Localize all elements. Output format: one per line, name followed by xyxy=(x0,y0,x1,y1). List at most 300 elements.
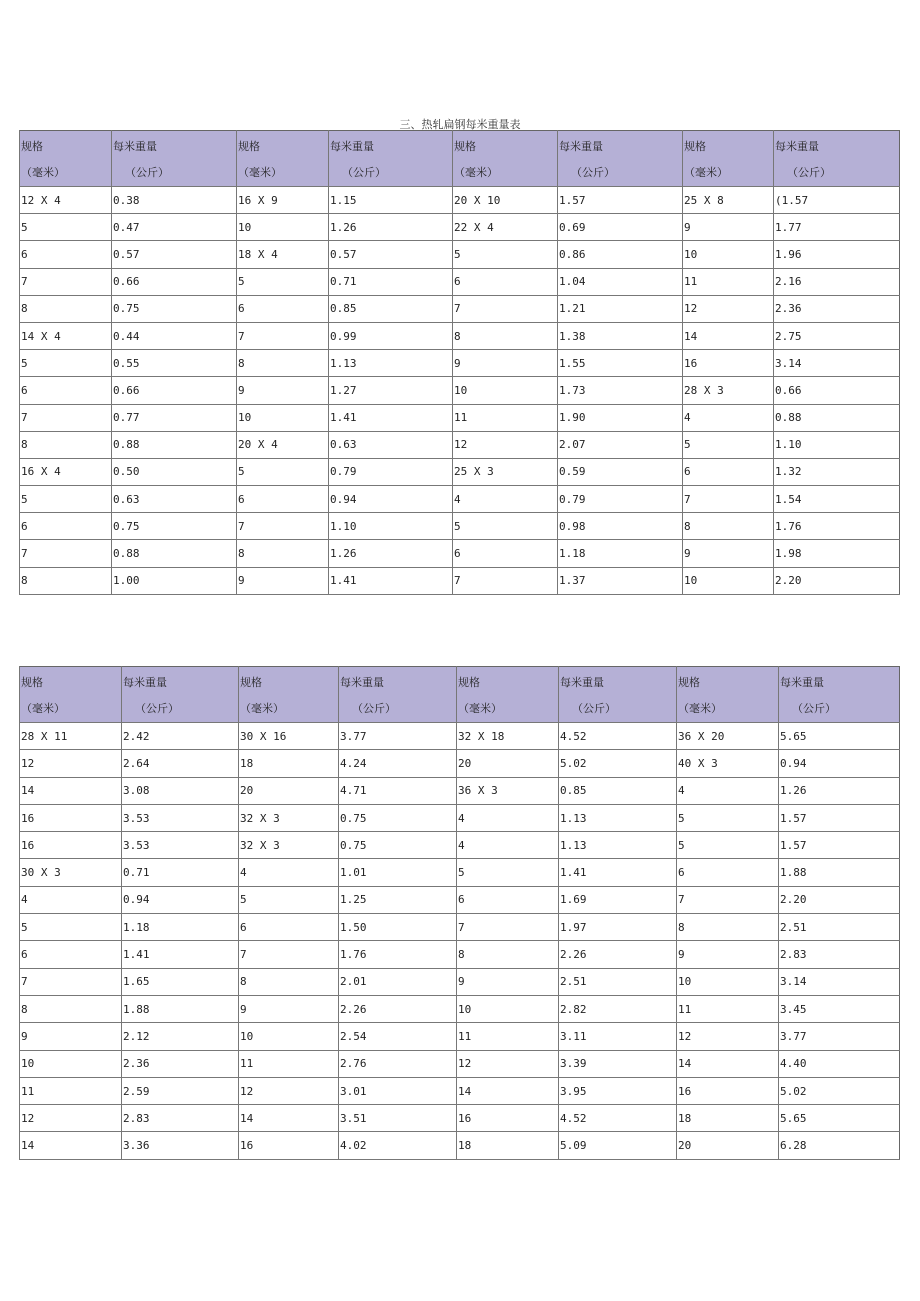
spec-cell: 4 xyxy=(453,486,558,513)
weight-cell: 1.65 xyxy=(122,968,239,995)
spec-cell: 11 xyxy=(677,995,779,1022)
header-spec-label: 规格 xyxy=(454,140,476,153)
spec-cell: 9 xyxy=(237,567,329,594)
header-weight-unit: （公斤） xyxy=(125,166,169,179)
table-row xyxy=(20,750,900,777)
spec-cell: 12 xyxy=(683,295,774,322)
weight-cell: 3.39 xyxy=(559,1050,677,1077)
weight-cell: 2.51 xyxy=(559,968,677,995)
spec-cell: 32 X 18 xyxy=(457,723,559,750)
spec-cell: 7 xyxy=(683,486,774,513)
spec-cell: 36 X 3 xyxy=(457,777,559,804)
table-row xyxy=(20,486,900,513)
spec-cell: 6 xyxy=(20,941,122,968)
weight-cell: 3.14 xyxy=(774,350,900,377)
table-row xyxy=(20,1105,900,1132)
spec-cell: 20 X 10 xyxy=(453,187,558,214)
weight-cell: 5.65 xyxy=(779,723,900,750)
spec-cell: 9 xyxy=(683,540,774,567)
weight-cell: 4.24 xyxy=(339,750,457,777)
spec-cell: 8 xyxy=(20,567,112,594)
header-spec xyxy=(237,131,329,187)
weight-cell: 2.26 xyxy=(339,995,457,1022)
table-row xyxy=(20,832,900,859)
header-spec-label: 规格 xyxy=(684,140,706,153)
weight-cell: 2.75 xyxy=(774,322,900,349)
header-weight-label: 每米重量 xyxy=(560,676,604,689)
weight-cell: 4.52 xyxy=(559,1105,677,1132)
spec-cell: 11 xyxy=(457,1023,559,1050)
spec-cell: 18 X 4 xyxy=(237,241,329,268)
table-row xyxy=(20,1132,900,1159)
weight-cell: 1.10 xyxy=(774,431,900,458)
header-weight-label: 每米重量 xyxy=(775,140,819,153)
weight-cell: 3.53 xyxy=(122,804,239,831)
spec-cell: 8 xyxy=(20,995,122,1022)
table-header-row xyxy=(20,131,900,187)
spec-cell: 20 X 4 xyxy=(237,431,329,458)
table-row xyxy=(20,540,900,567)
weight-cell: 2.54 xyxy=(339,1023,457,1050)
weight-cell: 0.86 xyxy=(558,241,683,268)
weight-cell: 1.69 xyxy=(559,886,677,913)
weight-table-2 xyxy=(19,666,900,1160)
header-spec xyxy=(20,131,112,187)
header-spec-label: 规格 xyxy=(238,140,260,153)
header-spec-label: 规格 xyxy=(21,676,43,689)
spec-cell: 6 xyxy=(457,886,559,913)
weight-cell: 1.54 xyxy=(774,486,900,513)
weight-cell: 1.26 xyxy=(329,540,453,567)
page-title: 三、热轧扁钢每米重量表 xyxy=(399,118,521,131)
weight-cell: 5.02 xyxy=(559,750,677,777)
weight-cell: 0.98 xyxy=(558,513,683,540)
table-row xyxy=(20,513,900,540)
weight-cell: 2.76 xyxy=(339,1050,457,1077)
table-row xyxy=(20,914,900,941)
spec-cell: 4 xyxy=(677,777,779,804)
weight-cell: 3.51 xyxy=(339,1105,457,1132)
weight-cell: 0.75 xyxy=(112,295,237,322)
header-spec xyxy=(453,131,558,187)
weight-cell: 1.25 xyxy=(339,886,457,913)
spec-cell: 8 xyxy=(237,540,329,567)
weight-cell: 0.94 xyxy=(329,486,453,513)
table-row xyxy=(20,886,900,913)
weight-cell: 3.14 xyxy=(779,968,900,995)
weight-cell: 1.90 xyxy=(558,404,683,431)
spec-cell: 30 X 3 xyxy=(20,859,122,886)
weight-cell: 0.99 xyxy=(329,322,453,349)
spec-cell: 11 xyxy=(20,1077,122,1104)
spec-cell: 11 xyxy=(683,268,774,295)
weight-cell: 1.55 xyxy=(558,350,683,377)
weight-table-1 xyxy=(19,130,900,595)
table-row xyxy=(20,431,900,458)
weight-cell: 1.76 xyxy=(339,941,457,968)
weight-cell: 2.36 xyxy=(774,295,900,322)
weight-cell: 0.59 xyxy=(558,458,683,485)
spec-cell: 16 X 4 xyxy=(20,458,112,485)
weight-cell: 2.36 xyxy=(122,1050,239,1077)
weight-cell: 0.94 xyxy=(122,886,239,913)
spec-cell: 5 xyxy=(237,268,329,295)
spec-cell: 6 xyxy=(677,859,779,886)
spec-cell: 16 xyxy=(683,350,774,377)
header-weight-unit: （公斤） xyxy=(352,702,396,715)
spec-cell: 8 xyxy=(683,513,774,540)
weight-cell: 2.12 xyxy=(122,1023,239,1050)
spec-cell: 10 xyxy=(453,377,558,404)
spec-cell: 9 xyxy=(239,995,339,1022)
header-spec-unit: （毫米） xyxy=(240,702,284,715)
weight-cell: 4.02 xyxy=(339,1132,457,1159)
spec-cell: 11 xyxy=(453,404,558,431)
spec-cell: 30 X 16 xyxy=(239,723,339,750)
header-spec-unit: （毫米） xyxy=(21,702,65,715)
weight-cell: 3.77 xyxy=(779,1023,900,1050)
table-header-row xyxy=(20,667,900,723)
spec-cell: 6 xyxy=(20,377,112,404)
spec-cell: 7 xyxy=(20,968,122,995)
weight-cell: 4.52 xyxy=(559,723,677,750)
header-spec-unit: （毫米） xyxy=(454,166,498,179)
weight-cell: 2.42 xyxy=(122,723,239,750)
table-row xyxy=(20,1023,900,1050)
spec-cell: 7 xyxy=(237,513,329,540)
spec-cell: 12 xyxy=(20,1105,122,1132)
table-row xyxy=(20,214,900,241)
weight-cell: 3.11 xyxy=(559,1023,677,1050)
weight-cell: 2.51 xyxy=(779,914,900,941)
spec-cell: 14 xyxy=(677,1050,779,1077)
table-row xyxy=(20,268,900,295)
header-weight xyxy=(122,667,239,723)
weight-cell: 2.83 xyxy=(122,1105,239,1132)
weight-cell: 2.26 xyxy=(559,941,677,968)
weight-cell: 1.10 xyxy=(329,513,453,540)
spec-cell: 4 xyxy=(239,859,339,886)
weight-cell: 3.45 xyxy=(779,995,900,1022)
spec-cell: 14 xyxy=(683,322,774,349)
spec-cell: 25 X 3 xyxy=(453,458,558,485)
spec-cell: 5 xyxy=(677,832,779,859)
table-row xyxy=(20,404,900,431)
weight-cell: 0.79 xyxy=(558,486,683,513)
spec-cell: 5 xyxy=(20,486,112,513)
spec-cell: 5 xyxy=(453,513,558,540)
spec-cell: 10 xyxy=(239,1023,339,1050)
spec-cell: 4 xyxy=(457,832,559,859)
weight-cell: 5.09 xyxy=(559,1132,677,1159)
header-weight xyxy=(559,667,677,723)
header-spec-unit: （毫米） xyxy=(238,166,282,179)
spec-cell: 9 xyxy=(20,1023,122,1050)
spec-cell: 10 xyxy=(683,241,774,268)
header-spec xyxy=(677,667,779,723)
spec-cell: 7 xyxy=(20,540,112,567)
spec-cell: 6 xyxy=(237,295,329,322)
weight-cell: (1.57 xyxy=(774,187,900,214)
spec-cell: 4 xyxy=(457,804,559,831)
weight-cell: 0.69 xyxy=(558,214,683,241)
spec-cell: 10 xyxy=(237,404,329,431)
spec-cell: 36 X 20 xyxy=(677,723,779,750)
weight-cell: 1.13 xyxy=(559,832,677,859)
weight-cell: 2.07 xyxy=(558,431,683,458)
spec-cell: 9 xyxy=(677,941,779,968)
spec-cell: 8 xyxy=(453,322,558,349)
weight-cell: 0.38 xyxy=(112,187,237,214)
table-row xyxy=(20,723,900,750)
weight-cell: 0.50 xyxy=(112,458,237,485)
header-spec-label: 规格 xyxy=(458,676,480,689)
header-spec-unit: （毫米） xyxy=(21,166,65,179)
spec-cell: 5 xyxy=(677,804,779,831)
spec-cell: 40 X 3 xyxy=(677,750,779,777)
weight-cell: 0.63 xyxy=(112,486,237,513)
table-row xyxy=(20,859,900,886)
weight-cell: 1.21 xyxy=(558,295,683,322)
weight-cell: 1.26 xyxy=(329,214,453,241)
spec-cell: 4 xyxy=(20,886,122,913)
spec-cell: 7 xyxy=(20,404,112,431)
weight-cell: 1.41 xyxy=(329,404,453,431)
table-row xyxy=(20,941,900,968)
header-weight xyxy=(774,131,900,187)
weight-cell: 1.00 xyxy=(112,567,237,594)
weight-cell: 0.75 xyxy=(112,513,237,540)
table-row xyxy=(20,777,900,804)
weight-cell: 0.85 xyxy=(329,295,453,322)
header-weight-label: 每米重量 xyxy=(113,140,157,153)
weight-cell: 1.26 xyxy=(779,777,900,804)
header-weight-unit: （公斤） xyxy=(787,166,831,179)
weight-cell: 1.88 xyxy=(122,995,239,1022)
weight-cell: 2.59 xyxy=(122,1077,239,1104)
table-row xyxy=(20,567,900,594)
spec-cell: 5 xyxy=(237,458,329,485)
weight-cell: 0.75 xyxy=(339,804,457,831)
spec-cell: 28 X 3 xyxy=(683,377,774,404)
spec-cell: 6 xyxy=(20,241,112,268)
spec-cell: 8 xyxy=(677,914,779,941)
weight-cell: 1.57 xyxy=(779,832,900,859)
table-row xyxy=(20,350,900,377)
weight-cell: 0.57 xyxy=(329,241,453,268)
header-weight-label: 每米重量 xyxy=(123,676,167,689)
weight-cell: 2.83 xyxy=(779,941,900,968)
weight-cell: 6.28 xyxy=(779,1132,900,1159)
spec-cell: 5 xyxy=(20,914,122,941)
weight-cell: 0.57 xyxy=(112,241,237,268)
header-weight-label: 每米重量 xyxy=(780,676,824,689)
spec-cell: 7 xyxy=(453,567,558,594)
header-weight xyxy=(339,667,457,723)
table-row xyxy=(20,1050,900,1077)
spec-cell: 16 xyxy=(20,832,122,859)
header-weight-unit: （公斤） xyxy=(135,702,179,715)
spec-cell: 32 X 3 xyxy=(239,832,339,859)
weight-cell: 1.13 xyxy=(329,350,453,377)
header-spec xyxy=(457,667,559,723)
spec-cell: 16 xyxy=(457,1105,559,1132)
weight-cell: 0.66 xyxy=(112,268,237,295)
spec-cell: 12 xyxy=(239,1077,339,1104)
spec-cell: 25 X 8 xyxy=(683,187,774,214)
weight-cell: 1.50 xyxy=(339,914,457,941)
weight-cell: 1.41 xyxy=(559,859,677,886)
table-row xyxy=(20,322,900,349)
weight-cell: 1.73 xyxy=(558,377,683,404)
spec-cell: 16 xyxy=(677,1077,779,1104)
spec-cell: 7 xyxy=(677,886,779,913)
weight-cell: 1.27 xyxy=(329,377,453,404)
header-spec-unit: （毫米） xyxy=(678,702,722,715)
weight-cell: 1.57 xyxy=(558,187,683,214)
spec-cell: 5 xyxy=(457,859,559,886)
spec-cell: 9 xyxy=(457,968,559,995)
spec-cell: 8 xyxy=(20,295,112,322)
weight-cell: 5.65 xyxy=(779,1105,900,1132)
spec-cell: 18 xyxy=(457,1132,559,1159)
weight-cell: 1.13 xyxy=(559,804,677,831)
weight-cell: 3.01 xyxy=(339,1077,457,1104)
spec-cell: 16 xyxy=(20,804,122,831)
table-row xyxy=(20,187,900,214)
spec-cell: 5 xyxy=(20,214,112,241)
weight-cell: 2.20 xyxy=(774,567,900,594)
header-spec-label: 规格 xyxy=(240,676,262,689)
spec-cell: 6 xyxy=(237,486,329,513)
weight-cell: 0.71 xyxy=(122,859,239,886)
weight-cell: 5.02 xyxy=(779,1077,900,1104)
spec-cell: 12 xyxy=(457,1050,559,1077)
weight-cell: 1.01 xyxy=(339,859,457,886)
spec-cell: 7 xyxy=(237,322,329,349)
table-row xyxy=(20,241,900,268)
weight-cell: 4.71 xyxy=(339,777,457,804)
table-row xyxy=(20,995,900,1022)
header-weight-label: 每米重量 xyxy=(340,676,384,689)
spec-cell: 12 xyxy=(677,1023,779,1050)
weight-cell: 1.76 xyxy=(774,513,900,540)
weight-cell: 3.36 xyxy=(122,1132,239,1159)
weight-cell: 1.88 xyxy=(779,859,900,886)
table-row xyxy=(20,458,900,485)
spec-cell: 4 xyxy=(683,404,774,431)
header-spec xyxy=(683,131,774,187)
weight-cell: 2.16 xyxy=(774,268,900,295)
spec-cell: 9 xyxy=(237,377,329,404)
table-row xyxy=(20,804,900,831)
spec-cell: 10 xyxy=(20,1050,122,1077)
spec-cell: 14 xyxy=(20,777,122,804)
spec-cell: 8 xyxy=(239,968,339,995)
weight-cell: 1.96 xyxy=(774,241,900,268)
spec-cell: 11 xyxy=(239,1050,339,1077)
weight-cell: 1.18 xyxy=(122,914,239,941)
weight-cell: 1.37 xyxy=(558,567,683,594)
weight-cell: 2.01 xyxy=(339,968,457,995)
weight-cell: 2.82 xyxy=(559,995,677,1022)
weight-cell: 0.77 xyxy=(112,404,237,431)
spec-cell: 7 xyxy=(457,914,559,941)
header-weight xyxy=(329,131,453,187)
spec-cell: 10 xyxy=(683,567,774,594)
weight-cell: 0.75 xyxy=(339,832,457,859)
spec-cell: 7 xyxy=(453,295,558,322)
spec-cell: 7 xyxy=(239,941,339,968)
spec-cell: 5 xyxy=(453,241,558,268)
table-row xyxy=(20,1077,900,1104)
weight-cell: 0.63 xyxy=(329,431,453,458)
header-weight-unit: （公斤） xyxy=(342,166,386,179)
weight-cell: 0.71 xyxy=(329,268,453,295)
weight-cell: 0.47 xyxy=(112,214,237,241)
spec-cell: 9 xyxy=(453,350,558,377)
header-spec-unit: （毫米） xyxy=(684,166,728,179)
header-weight xyxy=(558,131,683,187)
spec-cell: 14 xyxy=(20,1132,122,1159)
header-weight xyxy=(112,131,237,187)
spec-cell: 18 xyxy=(239,750,339,777)
spec-cell: 12 X 4 xyxy=(20,187,112,214)
weight-cell: 0.88 xyxy=(112,431,237,458)
spec-cell: 28 X 11 xyxy=(20,723,122,750)
header-spec-unit: （毫米） xyxy=(458,702,502,715)
spec-cell: 8 xyxy=(237,350,329,377)
weight-cell: 1.97 xyxy=(559,914,677,941)
spec-cell: 8 xyxy=(20,431,112,458)
weight-cell: 1.57 xyxy=(779,804,900,831)
header-spec-label: 规格 xyxy=(21,140,43,153)
weight-cell: 0.88 xyxy=(774,404,900,431)
header-weight-unit: （公斤） xyxy=(792,702,836,715)
spec-cell: 20 xyxy=(457,750,559,777)
weight-cell: 0.94 xyxy=(779,750,900,777)
header-weight-unit: （公斤） xyxy=(572,702,616,715)
spec-cell: 6 xyxy=(20,513,112,540)
weight-cell: 2.20 xyxy=(779,886,900,913)
spec-cell: 22 X 4 xyxy=(453,214,558,241)
weight-cell: 0.66 xyxy=(774,377,900,404)
spec-cell: 10 xyxy=(677,968,779,995)
spec-cell: 5 xyxy=(239,886,339,913)
spec-cell: 6 xyxy=(453,268,558,295)
weight-cell: 1.77 xyxy=(774,214,900,241)
spec-cell: 12 xyxy=(20,750,122,777)
header-weight-unit: （公斤） xyxy=(571,166,615,179)
spec-cell: 10 xyxy=(237,214,329,241)
spec-cell: 6 xyxy=(239,914,339,941)
weight-cell: 1.18 xyxy=(558,540,683,567)
spec-cell: 16 X 9 xyxy=(237,187,329,214)
header-weight-label: 每米重量 xyxy=(330,140,374,153)
weight-cell: 3.95 xyxy=(559,1077,677,1104)
header-spec xyxy=(20,667,122,723)
weight-cell: 0.55 xyxy=(112,350,237,377)
spec-cell: 16 xyxy=(239,1132,339,1159)
weight-cell: 2.64 xyxy=(122,750,239,777)
spec-cell: 12 xyxy=(453,431,558,458)
spec-cell: 6 xyxy=(683,458,774,485)
header-weight-label: 每米重量 xyxy=(559,140,603,153)
weight-cell: 4.40 xyxy=(779,1050,900,1077)
weight-cell: 3.08 xyxy=(122,777,239,804)
weight-cell: 1.38 xyxy=(558,322,683,349)
spec-cell: 32 X 3 xyxy=(239,804,339,831)
